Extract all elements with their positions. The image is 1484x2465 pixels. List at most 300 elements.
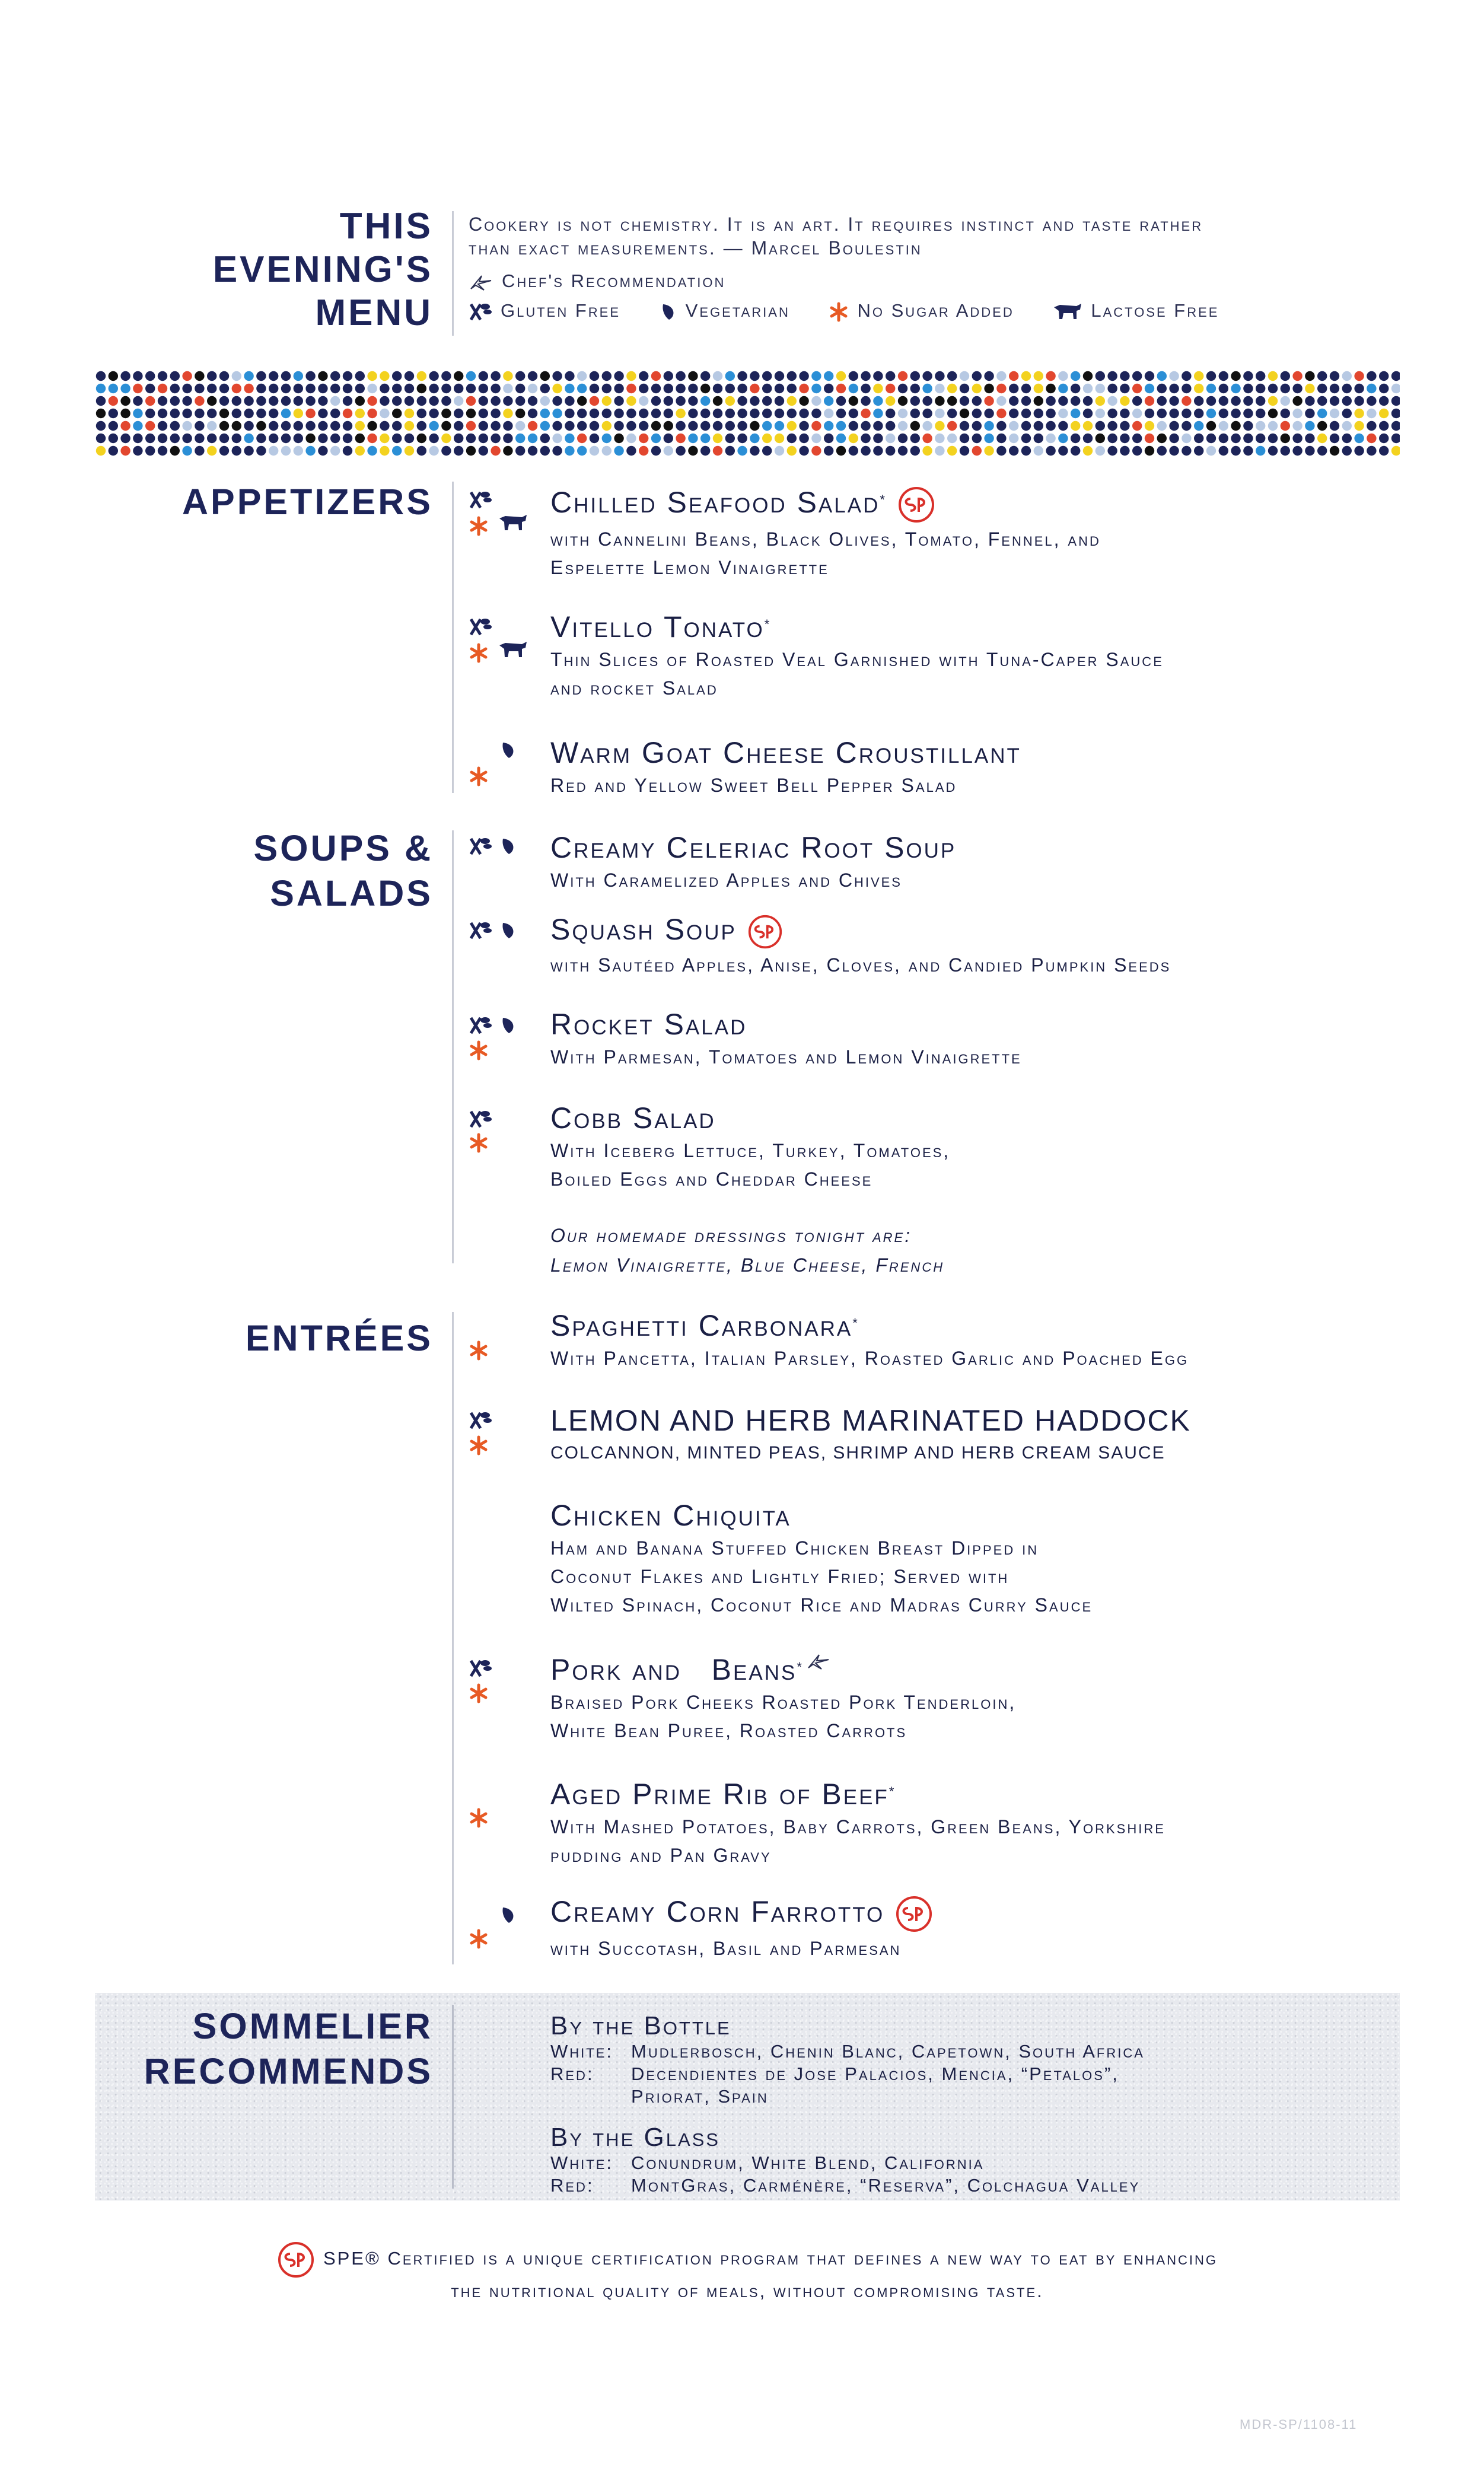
decorative-dot: [737, 409, 747, 418]
decorative-dot: [503, 409, 512, 418]
decorative-dot: [1206, 371, 1216, 381]
decorative-dot: [1342, 434, 1352, 443]
decorative-dot: [713, 409, 722, 418]
item-desc-line: Braised Pork Cheeks Roasted Pork Tenderloin,: [550, 1692, 1017, 1713]
decorative-dot: [725, 371, 735, 381]
decorative-dot: [1206, 421, 1216, 431]
decorative-dot: [256, 446, 266, 456]
decorative-dot: [1292, 434, 1302, 443]
decorative-dot: [503, 421, 512, 431]
sommelier-divider: [452, 2005, 454, 2189]
spe-certified-icon: [277, 2241, 315, 2279]
decorative-dot: [158, 396, 167, 406]
decorative-dot: [824, 409, 833, 418]
decorative-dot: [849, 446, 858, 456]
decorative-dot: [1231, 421, 1240, 431]
decorative-dot: [947, 371, 957, 381]
decorative-dot: [1379, 371, 1389, 381]
decorative-dot: [811, 384, 821, 393]
decorative-dot: [1206, 384, 1216, 393]
decorative-dot: [109, 396, 118, 406]
decorative-dot: [1058, 421, 1068, 431]
decorative-dot: [133, 446, 142, 456]
decorative-dot: [232, 384, 241, 393]
decorative-dot: [1317, 396, 1327, 406]
decorative-dot: [898, 371, 907, 381]
decorative-dot: [602, 409, 612, 418]
decorative-dot: [491, 384, 500, 393]
item-description: [550, 1534, 1405, 1619]
decorative-dot: [910, 421, 920, 431]
section-title-line: SALADS: [270, 873, 433, 913]
decorative-dot-band: [95, 368, 1400, 463]
decorative-dot: [1330, 446, 1339, 456]
item-name: LEMON AND HERB MARINATED HADDOCK: [550, 1404, 1191, 1437]
decorative-dot: [725, 396, 735, 406]
decorative-dot: [626, 434, 636, 443]
decorative-dot: [170, 434, 180, 443]
decorative-dot: [836, 371, 846, 381]
decorative-dot: [392, 396, 402, 406]
decorative-dot: [824, 446, 833, 456]
decorative-dot: [700, 409, 710, 418]
menu-item: [550, 1007, 1405, 1071]
decorative-dot: [1083, 446, 1093, 456]
decorative-dot: [133, 409, 142, 418]
decorative-dot: [1009, 434, 1018, 443]
decorative-dot: [244, 409, 253, 418]
decorative-dot: [1046, 396, 1055, 406]
decorative-dot: [405, 421, 414, 431]
item-mark: *: [764, 617, 772, 632]
decorative-dot: [491, 371, 500, 381]
decorative-dot: [676, 421, 685, 431]
decorative-dot: [1367, 371, 1376, 381]
gluten-free-icon: [469, 921, 492, 941]
decorative-dot: [614, 396, 623, 406]
wine-line: [550, 2152, 1140, 2174]
decorative-dot: [219, 446, 229, 456]
decorative-dot: [305, 396, 315, 406]
item-description: [550, 1043, 1405, 1071]
decorative-dot: [1021, 434, 1031, 443]
decorative-dot: [935, 421, 944, 431]
decorative-dot: [429, 434, 438, 443]
item-name-text: Creamy Corn Farrotto: [550, 1895, 885, 1928]
decorative-dot: [787, 434, 797, 443]
decorative-dot: [750, 371, 759, 381]
decorative-dot: [367, 371, 377, 381]
wine-heading: By the Glass: [550, 2123, 720, 2152]
decorative-dot: [207, 371, 216, 381]
decorative-dot: [1219, 434, 1228, 443]
decorative-dot: [1317, 409, 1327, 418]
decorative-dot: [1096, 409, 1105, 418]
decorative-dot: [405, 384, 414, 393]
decorative-dot: [1182, 421, 1191, 431]
decorative-dot: [602, 434, 612, 443]
decorative-dot: [232, 434, 241, 443]
decorative-dot: [565, 421, 574, 431]
decorative-dot: [849, 384, 858, 393]
decorative-dot: [1317, 434, 1327, 443]
decorative-dot: [775, 384, 784, 393]
decorative-dot: [294, 371, 303, 381]
decorative-dot: [577, 421, 587, 431]
decorative-dot: [1194, 409, 1203, 418]
decorative-dot: [367, 421, 377, 431]
decorative-dot: [1231, 434, 1240, 443]
decorative-dot: [1391, 409, 1400, 418]
decorative-dot: [454, 396, 463, 406]
page-title: [119, 205, 433, 335]
decorative-dot: [96, 421, 106, 431]
menu-item: [550, 1308, 1405, 1372]
decorative-dot: [688, 421, 698, 431]
no-sugar-asterisk-icon: [469, 766, 489, 786]
gluten-free-icon: [469, 1015, 492, 1036]
decorative-dot: [380, 384, 389, 393]
decorative-dot: [1354, 421, 1364, 431]
decorative-dot: [1391, 446, 1400, 456]
decorative-dot: [294, 434, 303, 443]
decorative-dot: [145, 421, 155, 431]
decorative-dot: [1206, 446, 1216, 456]
decorative-dot: [552, 434, 562, 443]
decorative-dot: [1391, 421, 1400, 431]
decorative-dot: [1096, 446, 1105, 456]
decorative-dot: [960, 446, 969, 456]
menu-item: [550, 1403, 1405, 1467]
decorative-dot: [737, 371, 747, 381]
decorative-dot: [540, 396, 550, 406]
spe-certified-icon: [897, 486, 935, 524]
decorative-dot: [910, 396, 920, 406]
decorative-dot: [614, 409, 623, 418]
legend-lactose-free-label: Lactose Free: [1091, 300, 1219, 321]
decorative-dot: [1096, 396, 1105, 406]
decorative-dot: [552, 371, 562, 381]
decorative-dot: [355, 434, 365, 443]
decorative-dot: [429, 409, 438, 418]
decorative-dot: [207, 384, 216, 393]
decorative-dot: [441, 409, 451, 418]
decorative-dot: [256, 384, 266, 393]
decorative-dot: [367, 446, 377, 456]
item-name: Cobb Salad: [550, 1101, 716, 1135]
wine-line: Priorat, Spain: [631, 2086, 769, 2107]
decorative-dot: [737, 446, 747, 456]
decorative-dot: [886, 434, 895, 443]
wine-value: MontGras, Carménère, “Reserva”, Colchagua Valley: [631, 2175, 1141, 2196]
decorative-dot: [886, 396, 895, 406]
wine-label: White:: [550, 2152, 613, 2173]
item-name: [550, 1652, 1405, 1687]
decorative-dot: [861, 421, 870, 431]
item-description: [550, 1688, 1405, 1745]
decorative-dot: [1058, 396, 1068, 406]
decorative-dot: [849, 371, 858, 381]
decorative-dot: [664, 409, 673, 418]
decorative-dot: [1342, 384, 1352, 393]
decorative-dot: [1305, 384, 1314, 393]
item-desc-line: Boiled Eggs and Cheddar Cheese: [550, 1168, 873, 1190]
decorative-dot: [1379, 396, 1389, 406]
decorative-dot: [380, 396, 389, 406]
decorative-dot: [1083, 409, 1093, 418]
no-sugar-asterisk-icon: [469, 643, 489, 663]
decorative-dot: [639, 434, 648, 443]
decorative-dot: [787, 409, 797, 418]
decorative-dot: [1046, 384, 1055, 393]
decorative-dot: [207, 446, 216, 456]
decorative-dot: [343, 384, 352, 393]
lactose-free-cow-icon: [1053, 302, 1082, 321]
decorative-dot: [145, 396, 155, 406]
decorative-dot: [910, 434, 920, 443]
item-desc-line: Coconut Flakes and Lightly Fried; Served with: [550, 1566, 1009, 1587]
decorative-dot: [1330, 409, 1339, 418]
decorative-dot: [873, 409, 883, 418]
decorative-dot: [922, 384, 932, 393]
decorative-dot: [1157, 421, 1167, 431]
decorative-dot: [1379, 446, 1389, 456]
item-icons: [469, 1905, 546, 1958]
decorative-dot: [1058, 446, 1068, 456]
decorative-dot: [1046, 421, 1055, 431]
section-title-sommelier: [95, 2004, 433, 2094]
decorative-dot: [355, 396, 365, 406]
decorative-dot: [454, 434, 463, 443]
decorative-dot: [1243, 384, 1253, 393]
item-desc-line: and rocket Salad: [550, 677, 718, 699]
gluten-free-icon: [469, 1658, 492, 1679]
decorative-dot: [626, 421, 636, 431]
decorative-dot: [1182, 446, 1191, 456]
decorative-dot: [750, 446, 759, 456]
decorative-dot: [947, 434, 957, 443]
decorative-dot: [565, 384, 574, 393]
decorative-dot: [725, 384, 735, 393]
decorative-dot: [849, 421, 858, 431]
decorative-dot: [910, 446, 920, 456]
decorative-dot: [1281, 434, 1290, 443]
decorative-dot: [1145, 434, 1154, 443]
decorative-dot: [219, 371, 229, 381]
item-desc-line: Thin Slices of Roasted Veal Garnished with Tuna-Caper Sauce: [550, 649, 1164, 670]
decorative-dot: [515, 434, 525, 443]
decorative-dot: [182, 384, 192, 393]
item-name-text: Squash Soup: [550, 913, 737, 946]
decorative-dot: [799, 421, 808, 431]
wine-value: Conundrum, White Blend, California: [631, 2152, 985, 2173]
decorative-dot: [405, 371, 414, 381]
decorative-dot: [515, 371, 525, 381]
legend-gluten-free-label: Gluten Free: [501, 300, 621, 321]
decorative-dot: [898, 421, 907, 431]
decorative-dot: [244, 396, 253, 406]
decorative-dot: [861, 371, 870, 381]
decorative-dot: [318, 446, 327, 456]
decorative-dot: [515, 421, 525, 431]
decorative-dot: [145, 409, 155, 418]
decorative-dot: [1243, 409, 1253, 418]
decorative-dot: [713, 434, 722, 443]
decorative-dot: [1132, 446, 1142, 456]
decorative-dot: [479, 371, 488, 381]
decorative-dot: [960, 384, 969, 393]
decorative-dot: [700, 371, 710, 381]
decorative-dot: [466, 434, 476, 443]
decorative-dot: [1194, 371, 1203, 381]
decorative-dot: [195, 446, 204, 456]
decorative-dot: [651, 409, 661, 418]
decorative-dot: [565, 434, 574, 443]
menu-item: [550, 610, 1405, 702]
decorative-dot: [540, 446, 550, 456]
decorative-dot: [626, 409, 636, 418]
decorative-dot: [1145, 396, 1154, 406]
decorative-dot: [1120, 421, 1129, 431]
decorative-dot: [120, 434, 130, 443]
menu-item: [550, 1652, 1405, 1745]
decorative-dot: [676, 446, 685, 456]
decorative-dot: [343, 446, 352, 456]
decorative-dot: [367, 384, 377, 393]
decorative-dot: [664, 396, 673, 406]
decorative-dot: [281, 446, 291, 456]
decorative-dot: [614, 434, 623, 443]
decorative-dot: [109, 371, 118, 381]
decorative-dot: [1083, 434, 1093, 443]
item-description: [550, 1136, 1405, 1193]
decorative-dot: [824, 384, 833, 393]
decorative-dot: [886, 371, 895, 381]
decorative-dot: [219, 384, 229, 393]
decorative-dot: [96, 434, 106, 443]
decorative-dot: [1021, 446, 1031, 456]
decorative-dot: [1157, 446, 1167, 456]
decorative-dot: [417, 434, 426, 443]
decorative-dot: [984, 384, 993, 393]
item-desc-line: Red and Yellow Sweet Bell Pepper Salad: [550, 775, 957, 796]
section-title-line: SOUPS &: [253, 828, 433, 868]
decorative-dot: [1194, 396, 1203, 406]
decorative-dot: [355, 446, 365, 456]
decorative-dot: [1317, 446, 1327, 456]
decorative-dot: [96, 409, 106, 418]
decorative-dot: [996, 421, 1006, 431]
item-description: [550, 1344, 1405, 1372]
decorative-dot: [577, 371, 587, 381]
item-icons: [469, 1015, 546, 1069]
decorative-dot: [639, 446, 648, 456]
decorative-dot: [1083, 421, 1093, 431]
header-divider: [452, 211, 454, 336]
decorative-dot: [120, 446, 130, 456]
decorative-dot: [898, 446, 907, 456]
decorative-dot: [158, 371, 167, 381]
decorative-dot: [1243, 396, 1253, 406]
decorative-dot: [170, 396, 180, 406]
decorative-dot: [503, 434, 512, 443]
decorative-dot: [454, 384, 463, 393]
decorative-dot: [737, 434, 747, 443]
decorative-dot: [405, 434, 414, 443]
decorative-dot: [441, 396, 451, 406]
item-desc-line: with Sautéed Apples, Anise, Cloves, and Candied Pumpkin Seeds: [550, 954, 1171, 976]
item-description: [550, 1813, 1405, 1870]
decorative-dot: [1021, 409, 1031, 418]
decorative-dot: [503, 371, 512, 381]
item-desc-line: With Pancetta, Italian Parsley, Roasted Garlic and Poached Egg: [550, 1348, 1189, 1369]
decorative-dot: [294, 421, 303, 431]
decorative-dot: [1107, 421, 1117, 431]
decorative-dot: [910, 409, 920, 418]
decorative-dot: [1096, 371, 1105, 381]
decorative-dot: [799, 396, 808, 406]
gluten-free-icon: [469, 1410, 492, 1431]
decorative-dot: [1145, 421, 1154, 431]
decorative-dot: [120, 384, 130, 393]
decorative-dot: [651, 434, 661, 443]
decorative-dot: [972, 371, 982, 381]
decorative-dot: [158, 409, 167, 418]
decorative-dot: [380, 371, 389, 381]
decorative-dot: [1354, 384, 1364, 393]
decorative-dot: [1096, 421, 1105, 431]
decorative-dot: [996, 371, 1006, 381]
decorative-dot: [700, 396, 710, 406]
vegetarian-leaf-icon: [660, 302, 677, 322]
decorative-dot: [1157, 371, 1167, 381]
title-line-3: MENU: [315, 292, 433, 333]
item-desc-line: with Succotash, Basil and Parmesan: [550, 1937, 902, 1959]
decorative-dot: [762, 421, 772, 431]
decorative-dot: [1107, 409, 1117, 418]
no-sugar-asterisk-icon: [469, 1808, 489, 1828]
decorative-dot: [577, 384, 587, 393]
decorative-dot: [1268, 384, 1278, 393]
no-sugar-asterisk-icon: [469, 1340, 489, 1361]
decorative-dot: [688, 409, 698, 418]
decorative-dot: [281, 384, 291, 393]
item-mark: *: [889, 1784, 896, 1799]
decorative-dot: [947, 409, 957, 418]
decorative-dot: [491, 409, 500, 418]
item-description: [550, 771, 1405, 800]
decorative-dot: [935, 384, 944, 393]
decorative-dot: [1243, 421, 1253, 431]
decorative-dot: [700, 421, 710, 431]
item-desc-line: Wilted Spinach, Coconut Rice and Madras Curry Sauce: [550, 1594, 1093, 1616]
decorative-dot: [922, 446, 932, 456]
decorative-dot: [1194, 384, 1203, 393]
decorative-dot: [392, 446, 402, 456]
decorative-dot: [355, 409, 365, 418]
decorative-dot: [922, 421, 932, 431]
decorative-dot: [417, 384, 426, 393]
decorative-dot: [96, 396, 106, 406]
decorative-dot: [207, 434, 216, 443]
decorative-dot: [947, 384, 957, 393]
decorative-dot: [1145, 409, 1154, 418]
item-description: [550, 951, 1405, 979]
decorative-dot: [1379, 409, 1389, 418]
decorative-dot: [96, 446, 106, 456]
decorative-dot: [479, 421, 488, 431]
decorative-dot: [552, 396, 562, 406]
